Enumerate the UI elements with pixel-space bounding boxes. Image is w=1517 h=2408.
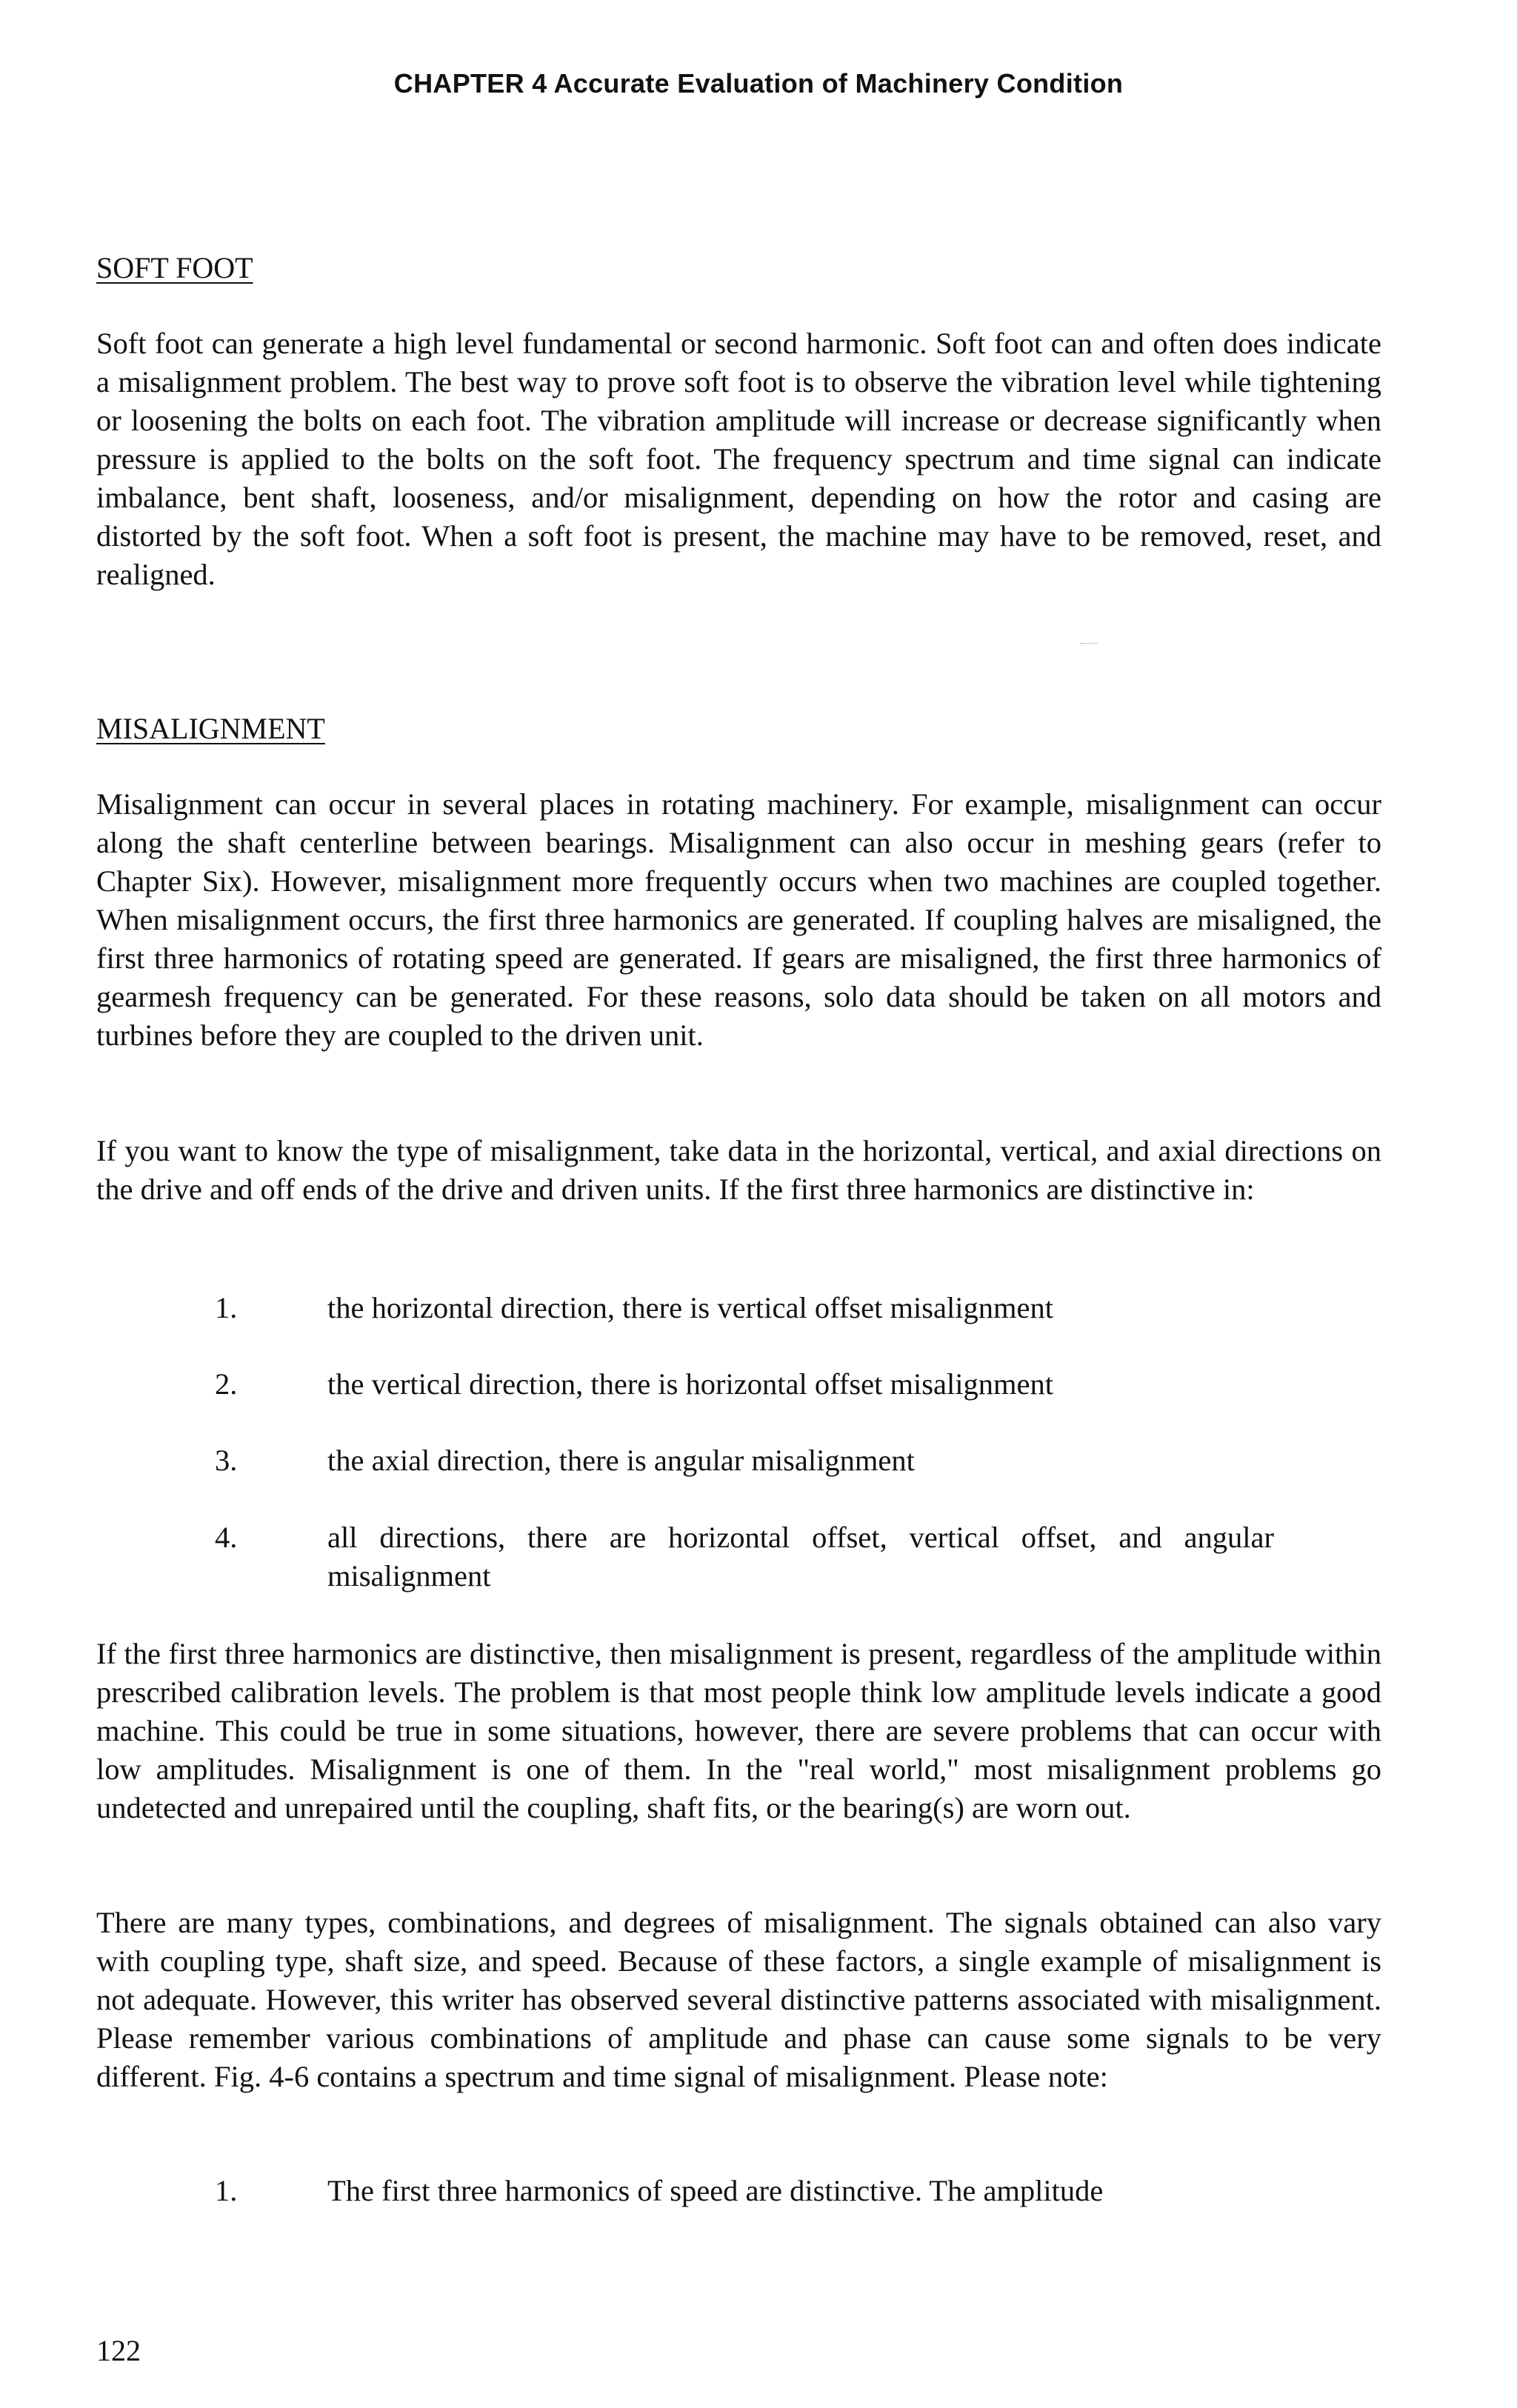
misalignment-paragraph-4: There are many types, combinations, and degrees of misalignment. The signals obtained can also vary with coupling type, shaft size, and speed. Because of these factors, a single example of misalignment is not adequate. However, this writer has observed several distinctive patterns associated with misalignment. Please remember various combinations of amplitude and phase can cause some signals to be very different. Fig. 4-6 contains a spectrum and time signal of misalignment. Please note:: [96, 1906, 1381, 2093]
section-heading-soft-foot: SOFT FOOT: [96, 251, 253, 284]
page-number: 122: [96, 2334, 141, 2367]
scan-speck: [1080, 643, 1098, 645]
list-item-number: 1.: [215, 2174, 238, 2207]
misalignment-paragraph-3: If the first three harmonics are distinctive, then misalignment is present, regardless of the amplitude within prescribed calibration levels. The problem is that most people think low amplitude levels indicate a good machine. This could be true in some situations, however, there are severe problems that can occur with low amplitudes. Misalignment is one of them. In the "real world," most misalignment problems go undetected and unrepaired until the coupling, shaft fits, or the bearing(s) are worn out.: [96, 1637, 1381, 1824]
list-item: [215, 1441, 1274, 1480]
list-item-text: all directions, there are horizontal offset, vertical offset, and angular misalignment: [327, 1521, 1274, 1592]
list-item: [215, 1289, 1274, 1327]
list-item: [215, 1365, 1274, 1404]
list-item-number: 2.: [215, 1367, 238, 1401]
list-item-number: 3.: [215, 1444, 238, 1477]
soft-foot-paragraph: Soft foot can generate a high level fundamental or second harmonic. Soft foot can and often does indicate a misalignment problem. The best way to prove soft foot is to observe the vibration level while tightening or loosening the bolts on each foot. The vibration amplitude will increase or decrease significantly when pressure is applied to the bolts on the soft foot. The frequency spectrum and time signal can indicate imbalance, bent shaft, looseness, and/or misalignment, depending on how the rotor and casing are distorted by the soft foot. When a soft foot is present, the machine may have to be removed, reset, and realigned.: [96, 327, 1381, 591]
list-item-number: 4.: [215, 1521, 238, 1554]
list-item: [215, 2172, 1274, 2210]
list-item-text: the axial direction, there is angular misalignment: [327, 1444, 915, 1477]
list-item-text: The first three harmonics of speed are distinctive. The amplitude: [327, 2174, 1104, 2207]
section-heading-misalignment: MISALIGNMENT: [96, 712, 325, 745]
misalignment-paragraph-2: If you want to know the type of misalignment, take data in the horizontal, vertical, and axial directions on the drive and off ends of the drive and driven units. If the first three harmonics are distinctive in:: [96, 1134, 1381, 1206]
running-head: CHAPTER 4 Accurate Evaluation of Machinery Condition: [393, 68, 1124, 99]
misalignment-paragraph-1: Misalignment can occur in several places in rotating machinery. For example, misalignment can occur along the shaft centerline between bearings. Misalignment can also occur in meshing gears (refer to Chapter Six). However, misalignment more frequently occurs when two machines are coupled together. When misalignment occurs, the first three harmonics are generated. If coupling halves are misaligned, the first three harmonics of rotating speed are generated. If gears are misaligned, the first three harmonics of gearmesh frequency can be generated. For these reasons, solo data should be taken on all motors and turbines before they are coupled to the driven unit.: [96, 787, 1381, 1052]
list-item: [215, 1518, 1274, 1595]
list-item-text: the vertical direction, there is horizontal offset misalignment: [327, 1367, 1053, 1401]
list-item-number: 1.: [215, 1291, 238, 1324]
list-item-text: the horizontal direction, there is vertical offset misalignment: [327, 1291, 1053, 1324]
